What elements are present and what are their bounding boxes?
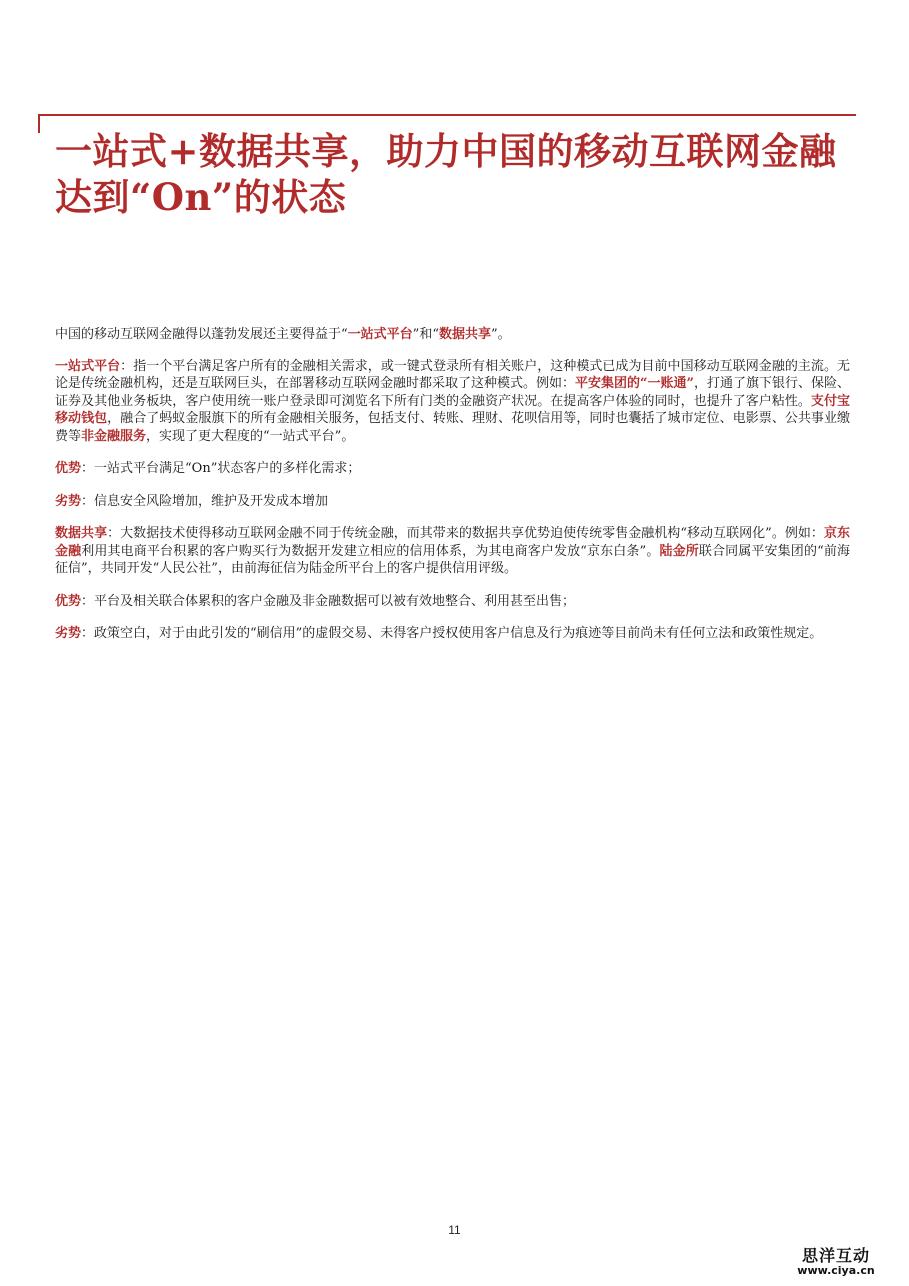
paragraph-text: ，打通了旗下银行、保险、证券及其他业务板块，客户使用统一账户登录即可浏览名下所有门类的金融资产状况。在提高客户体验的同时，也提升了客户粘性。 (55, 376, 850, 409)
paragraph-text: ，实现了更大程度的“一站式平台”。 (146, 428, 355, 444)
highlight-term: 劣势 (55, 493, 82, 509)
paragraph-text: 中国的移动互联网金融得以蓬勃发展还主要得益于“ (55, 327, 348, 342)
paragraph-text: ，融合了蚂蚁金服旗下的所有金融相关服务，包括支付、转账、理财、花呗信用等，同时也囊括了城市定位、电影票、公共事业缴费等 (55, 411, 850, 444)
paragraph-text: ：一站式平台满足“On”状态客户的多样化需求； (81, 461, 361, 476)
title-bracket-horizontal (38, 114, 856, 116)
paragraph-text: ：平台及相关联合体累积的客户金融及非金融数据可以被有效地整合、利用甚至出售； (81, 593, 576, 609)
highlight-term: 一站式平台 (347, 327, 413, 342)
highlight-term: 数据共享 (438, 327, 491, 342)
highlight-term: 劣势 (55, 626, 82, 641)
paragraph-text: ：大数据技术使得移动互联网金融不同于传统金融，而其带来的数据共享优势迫使传统零售金融机构“移动互联网化”。例如： (107, 526, 824, 541)
highlight-term: 优势 (55, 593, 82, 609)
watermark-url: www.ciya.cn (797, 1264, 875, 1277)
paragraph-text: 利用其电商平台积累的客户购买行为数据开发建立相应的信用体系，为其电商客户发放“京东白条”。 (81, 543, 660, 559)
highlight-term: 非金融服务 (81, 428, 147, 444)
paragraph-text: ”。 (490, 327, 511, 342)
paragraph-data-sharing-pro (55, 593, 850, 611)
paragraph-data-sharing (55, 525, 850, 578)
paragraph-text: ：政策空白，对于由此引发的“刷信用”的虚假交易、未得客户授权使用客户信息及行为痕迹等目前尚未有任何立法和政策性规定。 (81, 626, 823, 641)
body-content (55, 326, 850, 658)
paragraph-intro (55, 326, 850, 344)
paragraph-text: ”和“ (412, 327, 439, 342)
page-number: 11 (448, 1223, 461, 1237)
paragraph-one-stop-pro (55, 460, 850, 478)
highlight-term: 京东金融 (55, 526, 850, 559)
paragraph-data-sharing-con (55, 625, 850, 643)
page-title: 一站式+数据共享，助力中国的移动互联网金融达到“On”的状态 (55, 129, 837, 219)
watermark-logo (790, 1247, 882, 1277)
title-bracket-vertical (38, 114, 40, 133)
highlight-term: 优势 (55, 461, 82, 476)
paragraph-text: 联合同属平安集团的“前海征信”，共同开发“人民公社”，由前海征信为陆金所平台上的客户提供信用评级。 (55, 543, 850, 576)
watermark-name: 思洋互动 (801, 1246, 870, 1265)
paragraph-text: ：指一个平台满足客户所有的金融相关需求，或一键式登录所有相关账户，这种模式已成为目前中国移动互联网金融的主流。无论是传统金融机构，还是互联网巨头，在部署移动互联网金融时都采取了这种模式。例如： (55, 358, 850, 391)
highlight-term: 支付宝移动钱包 (55, 393, 850, 426)
paragraph-one-stop-con (55, 493, 850, 511)
highlight-term: 一站式平台 (55, 358, 121, 374)
highlight-term: 数据共享 (55, 526, 108, 541)
highlight-term: 陆金所 (659, 543, 699, 559)
highlight-term: 平安集团的“一账通” (575, 376, 694, 391)
paragraph-one-stop (55, 358, 850, 446)
paragraph-text: ：信息安全风险增加，维护及开发成本增加 (81, 493, 329, 509)
